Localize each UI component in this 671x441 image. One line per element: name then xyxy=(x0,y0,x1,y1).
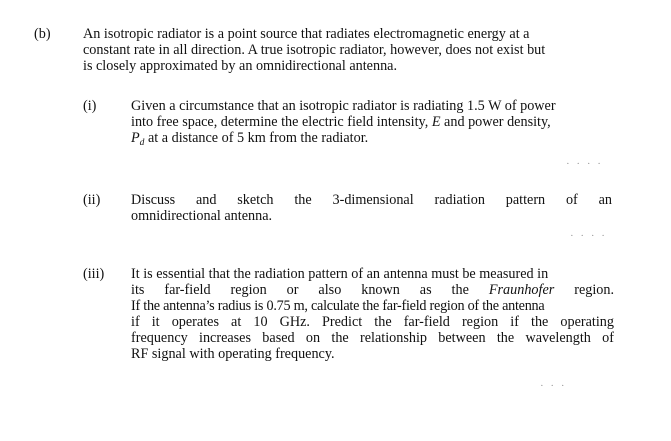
question-i-line-2 xyxy=(131,114,551,130)
question-iii-line-2 xyxy=(131,282,614,298)
question-iii-line-2-c: region. xyxy=(574,282,615,298)
question-i-line-3 xyxy=(131,130,368,148)
part-b-line-3: is closely approximated by an omnidirectional antenna. xyxy=(83,58,398,74)
question-i-line-1: Given a circumstance that an isotropic radiator is radiating 1.5 W of power xyxy=(131,98,556,114)
part-b-line-2: constant rate in all direction. A true isotropic radiator, however, does not exist but xyxy=(83,42,546,58)
faint-marks-2: · · · · xyxy=(570,230,607,242)
part-b-line-1: An isotropic radiator is a point source that radiates electromagnetic energy at a xyxy=(83,26,530,42)
question-iii-line-6: RF signal with operating frequency. xyxy=(131,346,335,362)
faint-marks-1: · · · · xyxy=(566,158,603,170)
question-iii-line-4: if it operates at 10 GHz. Predict the far-field region if the operating xyxy=(131,314,614,330)
power-density-subscript: d xyxy=(139,138,145,148)
part-b-label: (b) xyxy=(34,26,51,42)
question-iii-line-1: It is essential that the radiation pattern of an antenna must be measured in xyxy=(131,266,549,282)
question-ii-line-1: Discuss and sketch the 3-dimensional radiation pattern of an xyxy=(131,192,612,208)
question-iii-line-3: If the antenna’s radius is 0.75 m, calculate the far-field region of the antenna xyxy=(131,298,545,314)
question-i-label: (i) xyxy=(83,98,97,114)
question-ii-label: (ii) xyxy=(83,192,101,208)
question-iii-line-5: frequency increases based on the relationship between the wavelength of xyxy=(131,330,614,346)
fraunhofer-term: Fraunhofer xyxy=(488,282,555,298)
electric-field-symbol: E xyxy=(431,114,441,130)
faint-marks-3: · · · xyxy=(540,380,567,392)
question-i-line-2-end: and power density, xyxy=(444,114,551,130)
power-density-symbol: P xyxy=(131,130,140,146)
question-iii-line-2-a: its far-field region or also known as the xyxy=(131,282,469,298)
question-i-line-2-text: into free space, determine the electric field intensity, xyxy=(131,114,429,130)
question-iii-label: (iii) xyxy=(83,266,105,282)
question-i-line-3-text: at a distance of 5 km from the radiator. xyxy=(147,130,369,146)
question-ii-line-2: omnidirectional antenna. xyxy=(131,208,273,224)
